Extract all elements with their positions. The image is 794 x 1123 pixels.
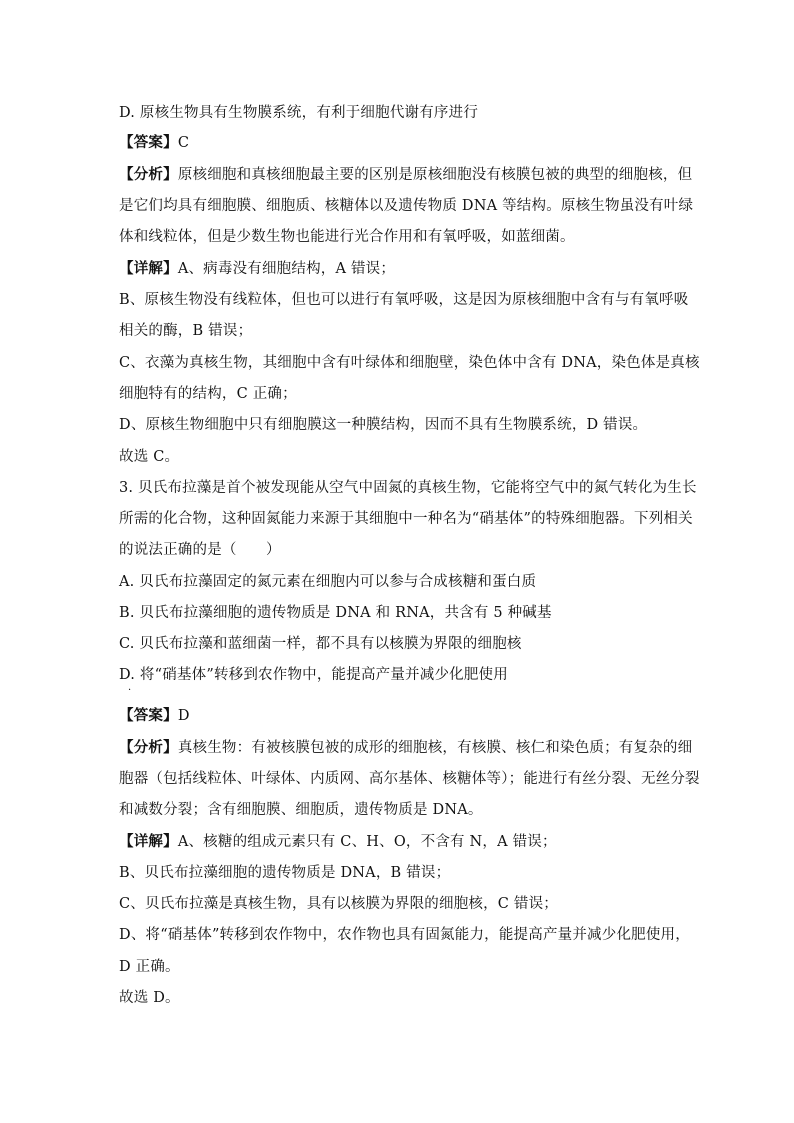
- conclusion-line-2: 故选 D。: [119, 990, 180, 1006]
- conclusion-line-1: 故选 C。: [119, 449, 180, 465]
- analysis-2-line-3: 和减数分裂；含有细胞膜、细胞质，遗传物质是 DNA。: [119, 802, 483, 818]
- option-d-prev-question: D. 原核生物具有生物膜系统，有利于细胞代谢有序进行: [119, 105, 479, 121]
- answer-line-1: [119, 134, 189, 152]
- detail-line-3: 相关的酶，B 错误；: [119, 323, 253, 339]
- analysis-tag: 【分析】: [119, 166, 178, 183]
- answer-tag: 【答案】: [119, 707, 178, 724]
- detail-line-1: 【详解】A、病毒没有细胞结构，A 错误；: [119, 260, 396, 277]
- question-3-stem-3: 的说法正确的是（ ）: [119, 542, 281, 558]
- question-3-option-d: D. 将“硝基体”转移到农作物中，能提高产量并减少化肥使用: [119, 667, 508, 683]
- stray-dot-mark: ·: [128, 685, 132, 696]
- question-3-option-b: B. 贝氏布拉藻细胞的遗传物质是 DNA 和 RNA，共含有 5 种碱基: [119, 605, 552, 621]
- detail-line-5: 细胞特有的结构，C 正确；: [119, 386, 297, 402]
- question-3-stem-1: 3. 贝氏布拉藻是首个被发现能从空气中固氮的真核生物，它能将空气中的氮气转化为生长: [119, 480, 697, 496]
- analysis-2-line-2: 胞器（包括线粒体、叶绿体、内质网、高尔基体、核糖体等）；能进行有丝分裂、无丝分裂: [119, 771, 700, 787]
- analysis-tag: 【分析】: [119, 739, 178, 756]
- detail-tag: 【详解】: [119, 260, 178, 277]
- detail-2-line-2: B、贝氏布拉藻细胞的遗传物质是 DNA，B 错误；: [119, 865, 451, 881]
- answer-value: C: [177, 135, 190, 151]
- answer-line-2: [119, 707, 190, 725]
- question-3-option-a: A. 贝氏布拉藻固定的氮元素在细胞内可以参与合成核糖和蛋白质: [119, 574, 537, 590]
- detail-2-line-5: D 正确。: [119, 959, 180, 975]
- question-3-stem-2: 所需的化合物，这种固氮能力来源于其细胞中一种名为“硝基体”的特殊细胞器。下列相关: [119, 511, 693, 527]
- detail-line-4: C、衣藻为真核生物，其细胞中含有叶绿体和细胞壁，染色体中含有 DNA，染色体是真核: [119, 355, 700, 371]
- answer-value: D: [177, 708, 190, 724]
- analysis-2-line-1: 【分析】真核生物：有被核膜包被的成形的细胞核，有核膜、核仁和染色质；有复杂的细: [119, 739, 693, 756]
- detail-line-2: B、原核生物没有线粒体，但也可以进行有氧呼吸，这是因为原核细胞中含有与有氧呼吸: [119, 292, 689, 308]
- detail-line-6: D、原核生物细胞中只有细胞膜这一种膜结构，因而不具有生物膜系统，D 错误。: [119, 417, 648, 433]
- detail-2-line-1: 【详解】A、核糖的组成元素只有 C、H、O，不含有 N，A 错误；: [119, 833, 557, 850]
- analysis-line-3: 体和线粒体，但是少数生物也能进行光合作用和有氧呼吸，如蓝细菌。: [119, 229, 575, 245]
- analysis-line-2: 是它们均具有细胞膜、细胞质、核糖体以及遗传物质 DNA 等结构。原核生物虽没有叶绿: [119, 198, 694, 214]
- detail-tag: 【详解】: [119, 833, 178, 850]
- analysis-line-1: 【分析】原核细胞和真核细胞最主要的区别是原核细胞没有核膜包被的典型的细胞核，但: [119, 166, 693, 183]
- detail-2-line-3: C、贝氏布拉藻是真核生物，具有以核膜为界限的细胞核，C 错误；: [119, 896, 558, 912]
- detail-2-line-4: D、将“硝基体”转移到农作物中，农作物也具有固氮能力，能提高产量并减少化肥使用，: [119, 927, 690, 943]
- answer-tag: 【答案】: [119, 134, 178, 151]
- question-3-option-c: C. 贝氏布拉藻和蓝细菌一样，都不具有以核膜为界限的细胞核: [119, 636, 522, 652]
